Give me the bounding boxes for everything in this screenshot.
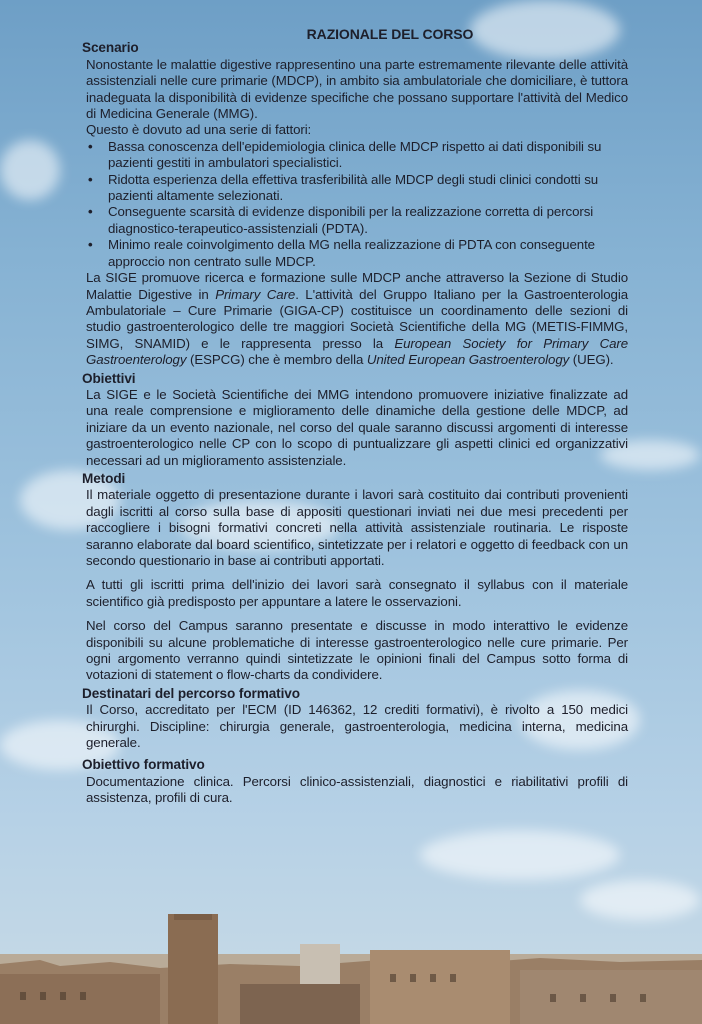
sige-text-1: La SIGE promuove ricerca e formazione sulle MDCP anche attraverso la Sezione di Studio Malattie Digestive in: [86, 270, 628, 302]
sige-italic-2: European Society for Primary Care Gastroenterology: [86, 335, 628, 368]
sige-text-2: . L'attività del Gruppo Italiano per la Gastroenterologia Ambulatoriale – Cure Primarie (GIGA-CP) costituisce un coordinamento delle sezioni di studio gastroenterologico delle tre maggiori Società Scientifiche della MG (METIS-FIMMG, SIMG, SNAMID) e le rappresenta presso la: [86, 286, 628, 351]
list-item: • Ridotta esperienza della effettiva trasferibilità alle MDCP degli studi clinici condotti su pazienti altamente selezionati.: [108, 172, 628, 205]
sige-italic-1: Primary Care: [215, 286, 296, 302]
city-skyline-image: [0, 914, 702, 1024]
obiettivo-formativo-text: Documentazione clinica. Percorsi clinico-assistenziali, diagnostici e riabilitativi profili di assistenza, profili di cura.: [86, 773, 628, 806]
metodi-heading: Metodi: [82, 470, 126, 486]
metodi-paragraph-2: A tutti gli iscritti prima dell'inizio dei lavori sarà consegnato il syllabus con il materiale scientifico già predisposto per appuntare a latere le osservazioni.: [86, 577, 628, 609]
page-title: RAZIONALE DEL CORSO: [306, 26, 474, 42]
sige-text-3: (ESPCG) che è membro della: [186, 352, 367, 368]
destinatari-heading: Destinatari del percorso formativo: [82, 685, 300, 701]
obiettivi-text: La SIGE e le Società Scientifiche dei MMG intendono promuovere iniziative finalizzate ad una reale comprensione e miglioramento delle dinamiche della gestione delle MDCP, ad iniziare da un evento nazionale, nel corso del quale saranno discussi argomenti di interesse gastroenterologico nelle CP con lo scopo di puntualizzare gli aspetti clinici ed organizzativi necessari ad un miglioramento assistenziale.: [86, 386, 628, 468]
scenario-heading: Scenario: [82, 40, 139, 56]
list-item: • Conseguente scarsità di evidenze disponibili per la realizzazione corretta di percorsi diagnostico-terapeutico-assistenziali (PDTA).: [108, 204, 628, 237]
skyline-tower-top: [174, 914, 212, 920]
sige-italic-3: United European Gastroenterology: [366, 352, 570, 368]
factor-list: [86, 139, 628, 270]
list-item: • Bassa conoscenza dell'epidemiologia clinica delle MDCP rispetto ai dati disponibili su pazienti gestiti in ambulatori specialistici.: [108, 139, 628, 172]
scenario-lead: Questo è dovuto ad una serie di fattori:: [86, 122, 312, 138]
list-item: • Minimo reale coinvolgimento della MG nella realizzazione di PDTA con conseguente approccio non centrato sulle MDCP.: [108, 237, 628, 270]
obiettivo-formativo-heading: Obiettivo formativo: [82, 757, 205, 773]
metodi-paragraph-3: Nel corso del Campus saranno presentate e discusse in modo interattivo le evidenze disponibili su alcune problematiche di interesse gastroenterologico nelle cure primarie. Per ogni argomento verranno quindi sintetizzate le opinioni finali del Campus sotto forma di votazioni di statement o flow-charts da condividere.: [86, 618, 628, 683]
metodi-paragraph-1: Il materiale oggetto di presentazione durante i lavori sarà costituito dai contributi provenienti dagli iscritti al corso sulla base di appositi questionari inviati nei due mesi precedenti per raccogliere i bisogni formativi concreti nella attività assistenziale routinaria. Le risposte saranno elaborate dal board scientifico, sintetizzate per i relatori e oggetto di feedback con un secondo questionario in base ai contributi apportati.: [86, 487, 628, 568]
skyline-building: [370, 950, 510, 1024]
skyline-tower: [168, 914, 218, 1024]
scenario-intro: Nonostante le malattie digestive rappresentino una parte estremamente rilevante delle attività assistenziali nelle cure primarie (MDCP), in ambito sia ambulatoriale che domiciliare, è tuttora inadeguata la disponibilità di evidenze specifiche che possano supportare l'attività del Medico di Medicina Generale (MMG).: [86, 56, 628, 122]
destinatari-text: Il Corso, accreditato per l'ECM (ID 146362, 12 crediti formativi), è rivolto a 150 medici chirurghi. Discipline: chirurgia generale, gastroenterologia, medicina interna, medicina generale.: [86, 702, 628, 751]
skyline-building: [240, 984, 360, 1024]
obiettivi-heading: Obiettivi: [82, 370, 136, 386]
sige-paragraph: [86, 270, 628, 368]
sige-text-4: (UEG).: [569, 352, 614, 368]
course-rationale-page: [72, 26, 628, 807]
